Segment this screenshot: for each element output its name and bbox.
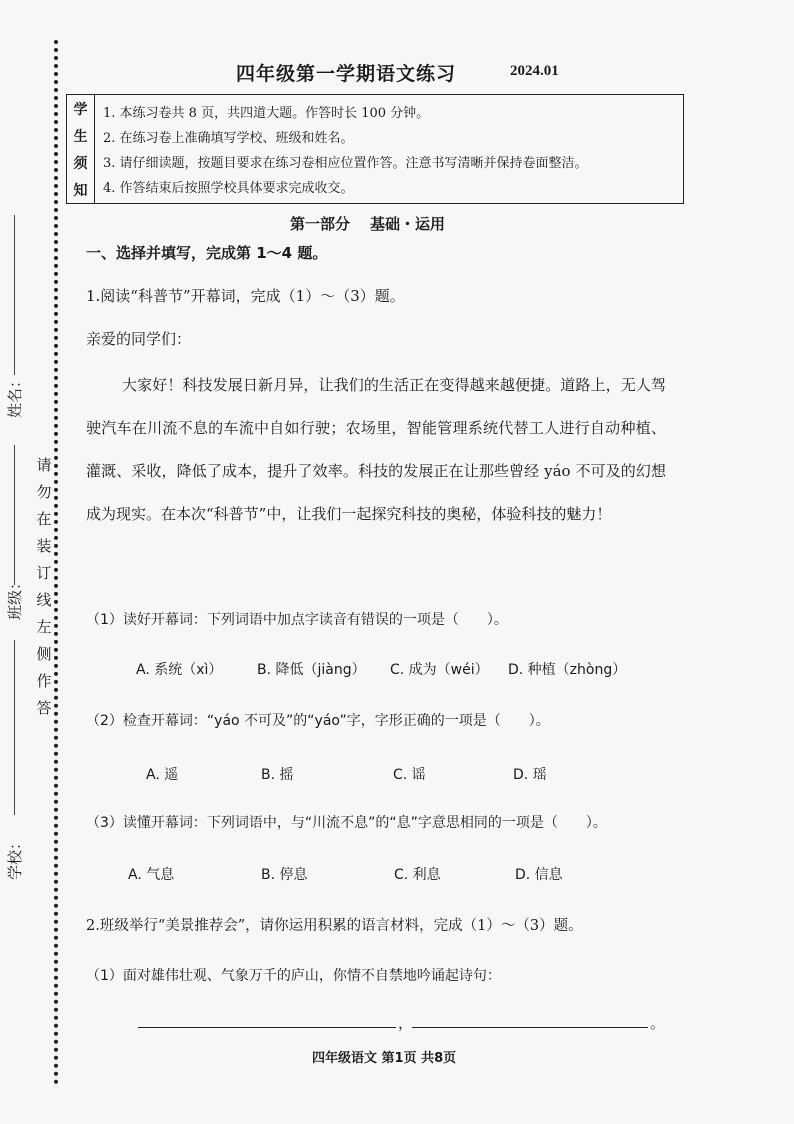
q1-sub2-option: B. 摇 [261,767,294,783]
q1-sub1-prompt: （1）读好开幕词：下列词语中加点字读音有错误的一项是（ ）。 [86,612,508,628]
notice-label-char: 生 [73,128,88,145]
q1-sub1-option: B. 降低（jiàng） [257,662,366,678]
q1-passage: 大家好！科技发展日新月异，让我们的生活正在变得越来越便捷。道路上，无人驾驶汽车在川流不息的车流中自如行驶；农场里，智能管理系统代替工人进行自动种植、灌溉、采收，降低了成本，提升了效率。科技的发展正在让那些曾经 yáo 不可及的幻想成为现实。在本次“科普节”中，让我们一起探究科技的奥秘，体验科技的魅力！ [86,376,666,523]
q1-sub3-option: A. 气息 [128,867,175,883]
section-heading [290,213,445,234]
name-underline [14,215,15,375]
notice-item: 4. 作答结束后按照学校具体要求完成收交。 [103,181,354,196]
q1-sub1-option: D. 种植（zhòng） [508,662,627,678]
warning-char: 答 [36,699,52,717]
answer-period: 。 [650,1014,666,1032]
q2-prompt: 2.班级举行“美景推荐会”，请你运用积累的语言材料，完成（1）～（3）题。 [86,918,583,934]
answer-blank-2[interactable] [412,1027,648,1028]
class-label: 班级： [6,574,24,620]
section-subtitle: 基础・运用 [370,215,446,233]
q2-sub1-prompt: （1）面对雄伟壮观、气象万千的庐山，你情不自禁地吟诵起诗句： [86,968,501,984]
warning-char: 装 [36,537,52,555]
q1-sub2-option: C. 谣 [393,767,426,783]
answer-comma: ， [398,1014,414,1032]
answer-blank-1[interactable] [138,1027,396,1028]
warning-char: 线 [36,591,52,609]
notice-item: 2. 在练习卷上准确填写学校、班级和姓名。 [103,131,354,146]
page-footer: 四年级语文 第1页 共8页 [312,1051,457,1066]
notice-item: 3. 请仔细读题，按题目要求在练习卷相应位置作答。注意书写清晰并保持卷面整洁。 [103,156,588,171]
q1-sub3-option: D. 信息 [515,867,563,883]
part1-heading: 一、选择并填写，完成第 1～4 题。 [86,244,328,262]
notice-item: 1. 本练习卷共 8 页，共四道大题。作答时长 100 分钟。 [103,106,430,121]
student-notice-box [66,94,684,204]
q1-sub2-prompt: （2）检查开幕词：“yáo 不可及”的“yáo”字，字形正确的一项是（ ）。 [86,713,550,729]
warning-char: 勿 [36,483,52,501]
notice-label-char: 学 [73,101,88,118]
warning-char: 在 [36,510,52,528]
page-title: 四年级第一学期语文练习 [236,63,457,85]
notice-label [67,95,95,203]
school-label: 学校： [6,834,24,880]
q1-sub1-option: A. 系统（xì） [136,662,223,678]
warning-char: 请 [36,456,52,474]
notice-label-char: 须 [73,155,88,172]
binding-dotted-line [54,40,58,1085]
warning-char: 左 [36,618,52,636]
q1-prompt: 1.阅读“科普节”开幕词，完成（1）～（3）题。 [86,287,405,305]
q1-sub3-prompt: （3）读懂开幕词：下列词语中，与“川流不息”的“息”字意思相同的一项是（ ）。 [86,815,607,831]
notice-items [103,101,677,201]
school-underline [14,640,15,815]
exam-date: 2024.01 [510,63,559,79]
warning-char: 侧 [36,645,52,663]
section-title: 第一部分 [290,215,351,233]
class-underline [14,445,15,585]
q1-sub2-option: D. 瑶 [513,767,547,783]
q1-greeting: 亲爱的同学们： [86,330,192,348]
name-label: 姓名： [6,372,24,418]
notice-label-char: 知 [73,182,88,199]
binding-warning [34,452,54,722]
warning-char: 作 [36,672,52,690]
q1-sub3-option: C. 利息 [394,867,441,883]
warning-char: 订 [36,564,52,582]
q1-sub1-option: C. 成为（wéi） [390,662,489,678]
q1-sub2-option: A. 遥 [146,767,179,783]
q1-sub3-option: B. 停息 [261,867,308,883]
